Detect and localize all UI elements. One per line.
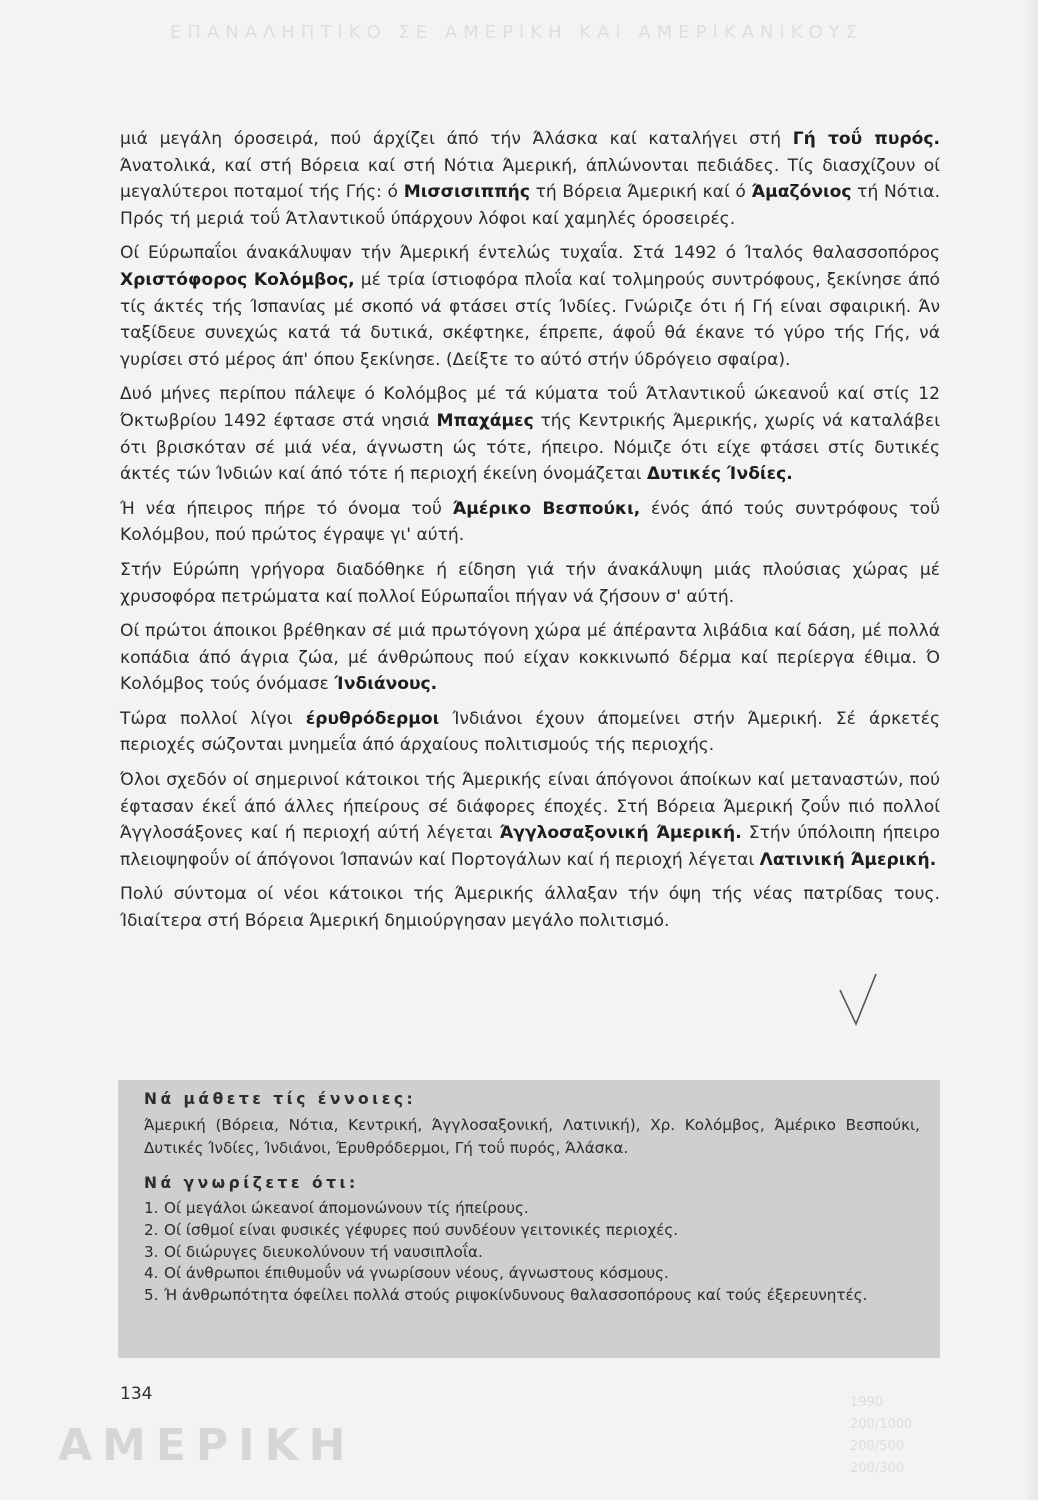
text-run: Ίνδιάνοι έχουν άπομείνει στήν Άμερική. Σέ άρκετές περιοχές σώζονται μνημεΐα άπό άρχαίους πολιτισμούς τής περιοχής. — [120, 708, 940, 756]
know-heading: Νά γνωρίζετε ότι: — [144, 1174, 359, 1192]
item-text: Οί μεγάλοι ώκεανοί άπομονώνουν τίς ήπείρους. — [164, 1199, 529, 1217]
item-text: Οί διώρυγες διευκολύνουν τή ναυσιπλοΐα. — [164, 1242, 483, 1261]
term-bahamas: Μπαχάμες — [436, 410, 534, 431]
list-item — [144, 1220, 920, 1242]
paragraph-2 — [120, 240, 940, 373]
text-run: ένός άπό τούς συντρόφους τοΰ Κολόμβου, πού πρώτος έγραψε γι' αύτή. — [120, 498, 940, 546]
term-mississippi: Μισσισιππής — [403, 182, 530, 203]
list-item — [144, 1198, 920, 1220]
learn-concepts-heading: Νά μάθετε τίς έννοιες: — [144, 1090, 417, 1108]
term-columbus: Χριστόφορος Κολόμβος, — [120, 269, 355, 290]
term-amerigo-vespucci: Άμέρικο Βεσπούκι, — [452, 498, 641, 519]
item-text: Οί ίσθμοί είναι φυσικές γέφυρες πού συνδέουν γειτονικές περιοχές. — [164, 1220, 679, 1239]
item-number: 2. — [144, 1220, 159, 1239]
term-anglo-saxon-america: Άγγλοσαξονική Άμερική. — [499, 823, 742, 844]
text-run: τής Κεντρικής Άμερικής, χωρίς νά καταλάβει ότι βρισκόταν σέ μιά νέα, άγνωστη ώς τότε, ήπειρο. Νόμιζε ότι είχε φτάσει στίς δυτικές άκτές τών Ίνδιών καί άπό τότε ή περιοχή έκείνη όνομάζεται — [120, 410, 940, 485]
text-run: Ή νέα ήπειρος πήρε τό όνομα τοΰ — [120, 498, 453, 519]
text-run: Στήν Εύρώπη γρήγορα διαδόθηκε ή είδηση γιά τήν άνακάλυψη μιάς πλούσιας χώρας μέ χρυσοφόρα πετρώματα καί πολλοί Εύρωπαΐοι πήγαν νά ζήσουν σ' αύτή. — [120, 559, 940, 607]
ghost-row: 200/1000 — [850, 1417, 913, 1432]
term-latin-america: Λατινική Άμερική. — [759, 849, 937, 870]
handwritten-check-mark-icon — [836, 970, 880, 1030]
scan-edge-shadow — [1024, 0, 1038, 1500]
item-number: 1. — [144, 1199, 159, 1217]
term-indians: Ίνδιάνους. — [334, 674, 438, 695]
text-run: Οί πρώτοι άποικοι βρέθηκαν σέ μιά πρωτόγονη χώρα μέ άπέραντα λιβάδια καί δάση, μέ πολλά κοπάδια άπό άγρια ζώα, μέ άνθρώπους πού είχαν κοκκινωπό δέρμα καί περίεργα έθιμα. Ό Κολόμβος τούς όνόμασε — [120, 621, 940, 695]
item-number: 3. — [144, 1242, 159, 1261]
term-west-indies: Δυτικές Ίνδίες. — [646, 464, 793, 485]
text-run: Δυό μήνες περίπου πάλεψε ό Κολόμβος μέ τά κύματα τοΰ Άτλαντικοΰ ώκεανοΰ καί στίς 12 Όκτωβρίου 1492 έφτασε στά νησιά — [120, 384, 940, 431]
paragraph-8 — [120, 767, 940, 873]
text-run: Τώρα πολλοί λίγοι — [120, 708, 306, 729]
list-item — [144, 1263, 920, 1285]
text-run: τή Νότια. Πρός τή μεριά τοΰ Άτλαντικοΰ ύπάρχουν λόφοι καί χαμηλές όροσειρές. — [120, 182, 941, 229]
term-amazon: Άμαζόνιος — [751, 182, 852, 203]
list-item — [144, 1285, 920, 1307]
text-run: Στήν ύπόλοιπη ήπειρο πλειοψηφοΰν οί άπόγονοι Ίσπανών καί Πορτογάλων καί ή περιοχή λέγεται — [120, 823, 941, 870]
paragraph-1 — [120, 126, 940, 232]
text-run: μέ τρία ίστιοφόρα πλοΐα καί τολμηρούς συντρόφους, ξεκίνησε άπό τίς άκτές τής Ίσπανίας μέ σκοπό νά φτάσει στίς Ίνδίες. Γνώριζε ότι ή Γή είναι σφαιρική. Άν ταξίδευε συνεχώς κατά τά δυτικά, σκέφτηκε, έπρεπε, άφοΰ θά έκανε τό γύρο τής Γής, νά γυρίσει στό μέρος άπ' όπου ξεκίνησε. (Δείξτε το αύτό στήν ύδρόγειο σφαίρα). — [120, 269, 940, 370]
term-redskins: έρυθρόδερμοι — [305, 708, 440, 729]
paragraph-5 — [120, 557, 940, 610]
item-text: Οί άνθρωποι έπιθυμοΰν νά γνωρίσουν νέους, άγνωστους κόσμους. — [164, 1264, 669, 1283]
ghost-row: 1990 — [850, 1395, 884, 1410]
paragraph-7 — [120, 706, 940, 759]
paragraph-4 — [120, 496, 940, 549]
ghost-row: 200/300 — [850, 1461, 905, 1476]
text-run: Άνατολικά, καί στή Βόρεια καί στή Νότια Άμερική, άπλώνονται πεδιάδες. Τίς διασχίζουν οί μεγαλύτεροι ποταμοί τής Γής: ό — [120, 155, 940, 203]
ghost-row: 200/500 — [850, 1439, 905, 1454]
summary-box — [118, 1080, 940, 1358]
bleed-through-watermark: ΑΜΕΡΙΚΗ — [58, 1420, 356, 1471]
paragraph-3 — [120, 381, 940, 487]
item-number: 4. — [144, 1264, 159, 1283]
term-land-of-fire: Γή τοΰ πυρός. — [792, 129, 940, 149]
text-run: Πολύ σύντομα οί νέοι κάτοικοι τής Άμερικής άλλαξαν τήν όψη τής νέας πατρίδας τους. Ίδιαίτερα στή Βόρεια Άμερική δημιούργησαν μεγάλο πολιτισμό. — [120, 884, 940, 932]
bleed-through-table — [850, 1392, 1000, 1480]
text-run: μιά μεγάλη όροσειρά, πού άρχίζει άπό τήν Άλάσκα καί καταλήγει στή — [120, 129, 793, 149]
concepts-list: Άμερική (Βόρεια, Νότια, Κεντρική, Άγγλοσαξονική, Λατινική), Χρ. Κολόμβος, Άμέρικο Βεσπούκι, Δυτικές Ίνδίες, Ίνδιάνοι, Έρυθρόδερμοι, Γή τοΰ πυρός, Άλάσκα. — [144, 1116, 920, 1157]
list-item — [144, 1242, 920, 1264]
text-run: τή Βόρεια Άμερική καί ό — [529, 182, 752, 203]
page-number: 134 — [120, 1384, 153, 1404]
text-run: Οί Εύρωπαΐοι άνακάλυψαν τήν Άμερική έντελώς τυχαΐα. Στά 1492 ό Ίταλός θαλασσοπόρος — [120, 243, 940, 264]
item-number: 5. — [144, 1286, 159, 1305]
paragraph-9 — [120, 881, 940, 934]
text-run: Όλοι σχεδόν οί σημερινοί κάτοικοι τής Άμερικής είναι άπόγονοι άποίκων καί μεταναστών, πού έφτασαν έκεΐ άπό άλλες ήπείρους σέ διάφορες έποχές. Στή Βόρεια Άμερική ζοΰν πιό πολλοί Άγγλοσάξονες καί ή περιοχή αύτή λέγεται — [120, 770, 940, 844]
paragraph-6 — [120, 618, 940, 698]
item-text: Ή άνθρωπότητα όφείλει πολλά στούς ριψοκίνδυνους θαλασσοπόρους καί τούς έξερευνητές. — [164, 1286, 868, 1305]
bleed-through-header: ΕΠΑΝΑΛΗΠΤΙΚΟ ΣΕ ΑΜΕΡΙΚΗ ΚΑΙ ΑΜΕΡΙΚΑΝΙΚΟΥΣ — [170, 22, 864, 43]
facts-list — [144, 1198, 920, 1307]
body-text — [120, 126, 940, 943]
